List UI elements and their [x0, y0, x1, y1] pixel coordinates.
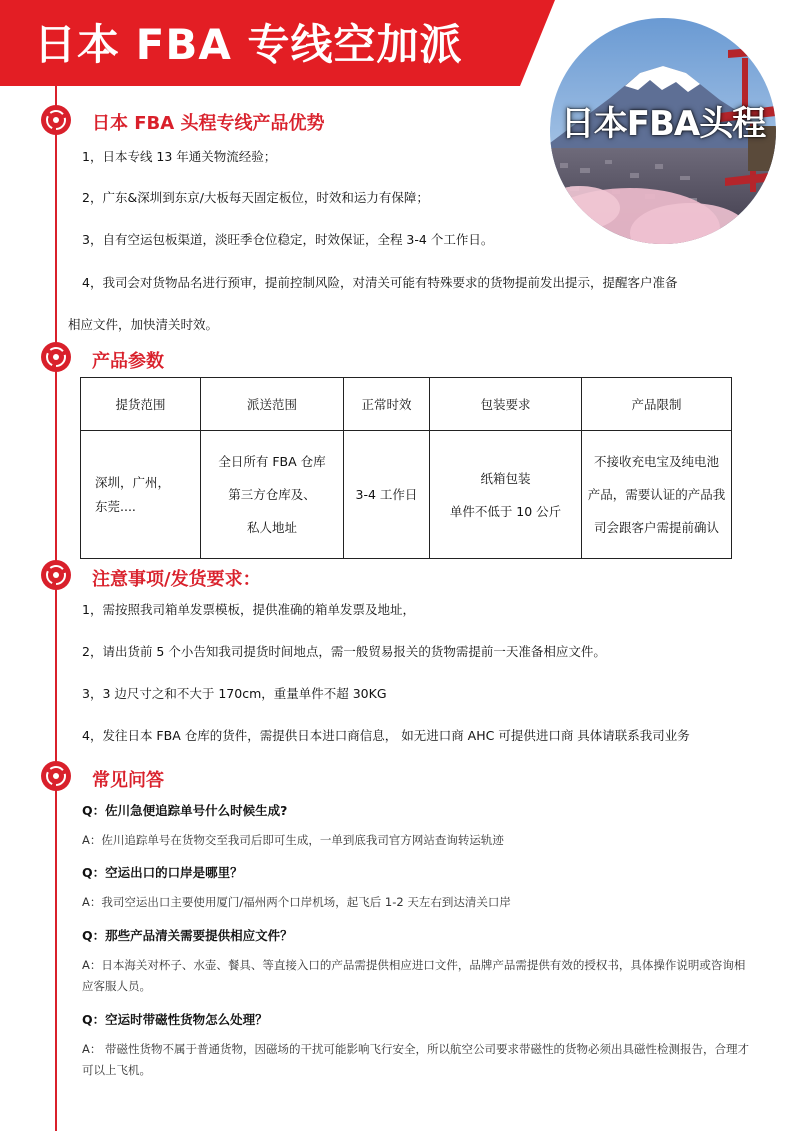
section-title-advantages: 日本 FBA 头程专线产品优势 — [92, 113, 325, 134]
packing-cell — [430, 431, 582, 559]
section-bullet-icon — [40, 104, 72, 136]
time-cell: 3-4 工作日 — [344, 431, 430, 559]
delivery-cell — [201, 431, 344, 559]
header-banner — [0, 0, 600, 86]
faq-question: Q：空运出口的口岸是哪里？ — [82, 865, 243, 880]
table-header-cell: 提货范围 — [81, 378, 201, 431]
limits-cell — [582, 431, 732, 559]
section-bullet-icon — [40, 341, 72, 373]
note-line: 2，请出货前 5 个小告知我司提货时间地点，需一般贸易报关的货物需提前一天准备相应文件。 — [82, 644, 606, 659]
faq-answer: A： 带磁性货物不属于普通货物，因磁场的干扰可能影响飞行安全，所以航空公司要求带磁性的货物必须出具磁性检测报告，合理才可以上飞机。 — [82, 1042, 750, 1077]
limits-line: 产品，需要认证的产品我 — [587, 487, 726, 502]
table-row — [81, 431, 732, 559]
section-title-params: 产品参数 — [92, 351, 164, 372]
packing-line: 纸箱包装 — [480, 470, 531, 486]
packing-line: 单件不低于 10 公斤 — [449, 503, 562, 519]
note-line: 4，发往日本 FBA 仓库的货件，需提供日本进口商信息， 如无进口商 AHC 可提供进口商 具体请联系我司业务 — [82, 728, 690, 743]
delivery-line: 私人地址 — [246, 520, 297, 535]
hero-caption: 日本FBA头程 — [560, 104, 766, 144]
delivery-line: 第三方仓库及、 — [228, 487, 316, 502]
section-bullet-icon — [40, 559, 72, 591]
advantage-line: 3，自有空运包板渠道，淡旺季仓位稳定，时效保证，全程 3-4 个工作日。 — [82, 232, 494, 247]
advantage-line: 相应文件，加快清关时效。 — [68, 317, 219, 332]
table-header-cell: 派送范围 — [201, 378, 344, 431]
pickup-line: 深圳，广州， — [95, 474, 171, 490]
faq-answer: A：日本海关对杯子、水壶、餐具、等直接入口的产品需提供相应进口文件，品牌产品需提供有效的授权书，具体操作说明或咨询相应客服人员。 — [82, 958, 746, 993]
note-line: 1，需按照我司箱单发票模板，提供准确的箱单发票及地址， — [82, 602, 415, 617]
delivery-line: 全日所有 FBA 仓库 — [218, 454, 326, 469]
faq-question: Q：空运时带磁性货物怎么处理？ — [82, 1012, 268, 1027]
note-line: 3，3 边尺寸之和不大于 170cm，重量单件不超 30KG — [82, 686, 387, 701]
faq-question: Q：佐川急便追踪单号什么时候生成? — [82, 803, 288, 818]
advantage-line: 2，广东&深圳到东京/大板每天固定板位，时效和运力有保障； — [82, 190, 429, 205]
table-header-row — [81, 378, 732, 431]
page-title: 日本 FBA 专线空加派 — [34, 20, 463, 69]
pickup-line: 东莞.... — [95, 498, 136, 514]
pickup-cell — [81, 431, 201, 559]
faq-question: Q：那些产品清关需要提供相应文件？ — [82, 928, 293, 943]
limits-line: 司会跟客户需提前确认 — [593, 520, 719, 535]
params-table — [80, 377, 732, 559]
section-title-notes: 注意事项/发货要求： — [92, 569, 261, 590]
limits-line: 不接收充电宝及纯电池 — [593, 454, 719, 469]
section-title-faq: 常见问答 — [92, 770, 164, 791]
timeline-line — [55, 86, 57, 1131]
table-header-cell: 正常时效 — [344, 378, 430, 431]
section-bullet-icon — [40, 760, 72, 792]
faq-answer: A：我司空运出口主要使用厦门/福州两个口岸机场，起飞后 1-2 天左右到达清关口岸 — [82, 895, 511, 909]
advantage-line: 1，日本专线 13 年通关物流经验； — [82, 149, 277, 164]
table-header-cell: 包装要求 — [430, 378, 582, 431]
table-header-cell: 产品限制 — [582, 378, 732, 431]
advantage-line: 4，我司会对货物品名进行预审，提前控制风险，对清关可能有特殊要求的货物提前发出提示，提醒客户准备 — [82, 275, 678, 290]
faq-answer: A：佐川追踪单号在货物交至我司后即可生成，一单到底我司官方网站查询转运轨迹 — [82, 833, 504, 847]
hero-image-fuji — [550, 18, 776, 244]
